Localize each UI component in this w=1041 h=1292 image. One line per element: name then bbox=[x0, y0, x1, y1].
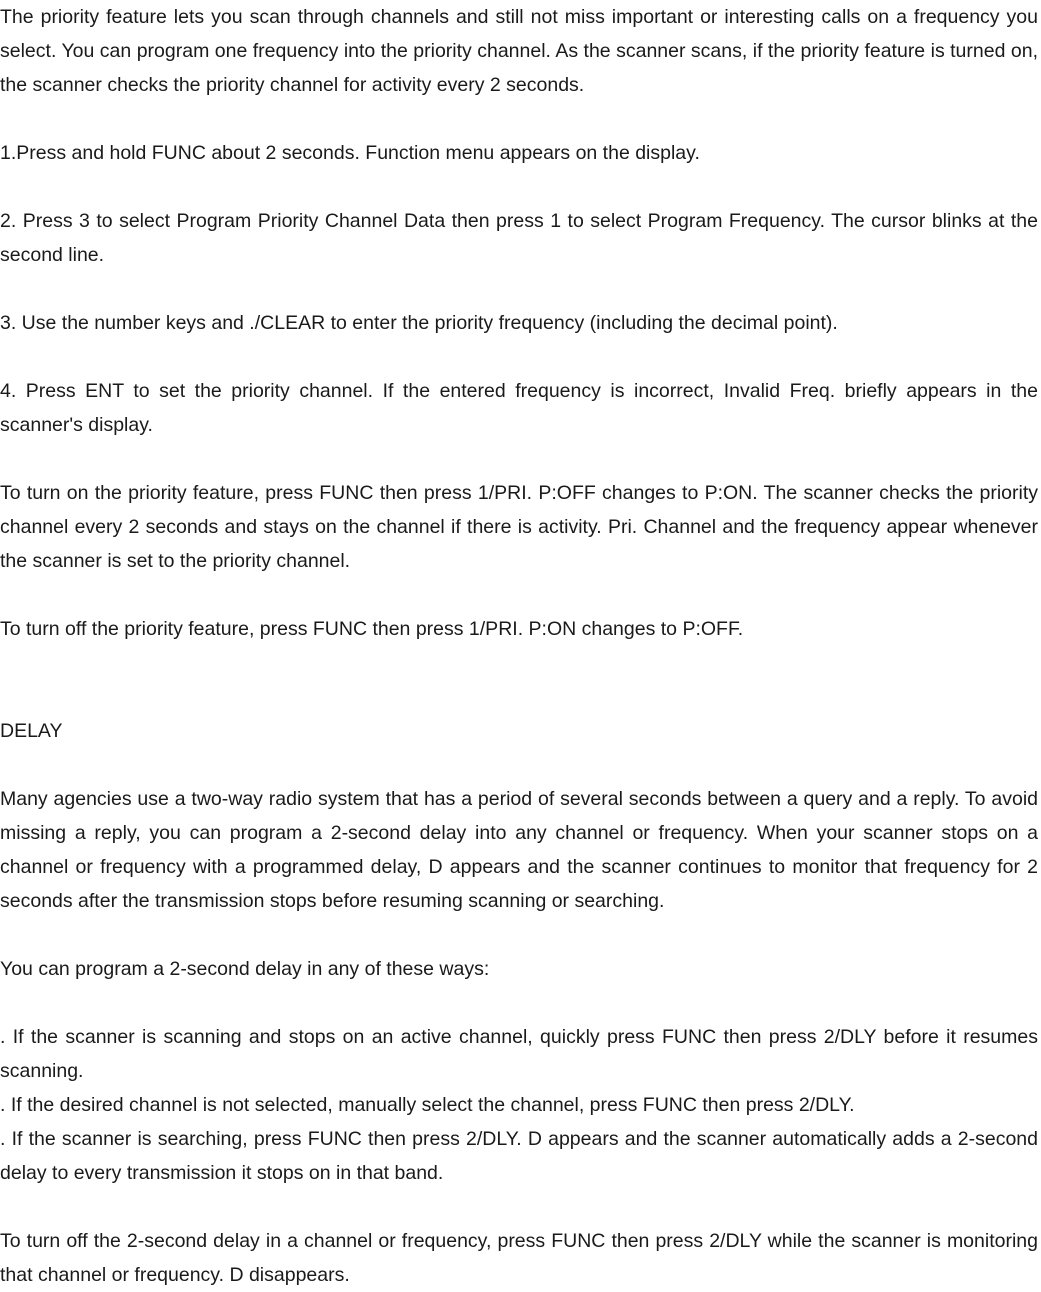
delay-way-1: . If the scanner is scanning and stops on an active channel, quickly press FUNC then press 2/DLY before it resumes scanning. bbox=[0, 1026, 1038, 1082]
priority-intro-paragraph: The priority feature lets you scan through channels and still not miss important or interesting calls on a frequency you select. You can program one frequency into the priority channel. As the scanner scans, if the priority feature is turned on, the scanner checks the priority channel for activity every 2 seconds. bbox=[0, 6, 1038, 96]
delay-intro-paragraph: Many agencies use a two-way radio system that has a period of several seconds between a query and a reply. To avoid missing a reply, you can program a 2-second delay into any channel or frequency. When your scanner stops on a channel or frequency with a programmed delay, D appears and the scanner continues to monitor that frequency for 2 seconds after the transmission stops before resuming scanning or searching. bbox=[0, 788, 1038, 912]
priority-step-3: 3. Use the number keys and ./CLEAR to enter the priority frequency (including the decimal point). bbox=[0, 312, 838, 334]
delay-ways-intro: You can program a 2-second delay in any of these ways: bbox=[0, 958, 490, 980]
delay-way-2: . If the desired channel is not selected, manually select the channel, press FUNC then press 2/DLY. bbox=[0, 1094, 855, 1116]
delay-turn-off-paragraph: To turn off the 2-second delay in a channel or frequency, press FUNC then press 2/DLY while the scanner is monitoring that channel or frequency. D disappears. bbox=[0, 1230, 1038, 1286]
priority-step-2: 2. Press 3 to select Program Priority Channel Data then press 1 to select Program Frequency. The cursor blinks at the second line. bbox=[0, 210, 1038, 266]
priority-step-1: 1.Press and hold FUNC about 2 seconds. Function menu appears on the display. bbox=[0, 142, 700, 164]
priority-turn-off-paragraph: To turn off the priority feature, press FUNC then press 1/PRI. P:ON changes to P:OFF. bbox=[0, 618, 744, 640]
delay-way-3: . If the scanner is searching, press FUNC then press 2/DLY. D appears and the scanner automatically adds a 2-second delay to every transmission it stops on in that band. bbox=[0, 1128, 1038, 1184]
priority-step-4: 4. Press ENT to set the priority channel. If the entered frequency is incorrect, Invalid Freq. briefly appears in the scanner's display. bbox=[0, 380, 1038, 436]
delay-heading: DELAY bbox=[0, 720, 63, 742]
priority-turn-on-paragraph: To turn on the priority feature, press FUNC then press 1/PRI. P:OFF changes to P:ON. The scanner checks the priority channel every 2 seconds and stays on the channel if there is activity. Pri. Channel and the frequency appear whenever the scanner is set to the priority channel. bbox=[0, 482, 1038, 572]
